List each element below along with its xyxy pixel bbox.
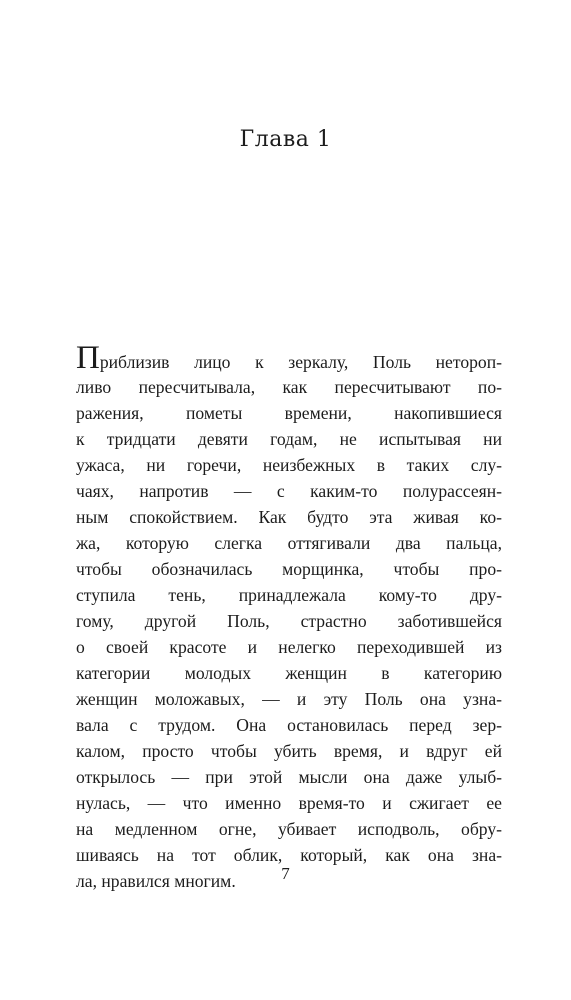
- drop-cap: П: [76, 340, 100, 376]
- text-line: гому, другой Поль, страстно заботившейся: [76, 611, 502, 631]
- text-line: ным спокойствием. Как будто эта живая ко-: [76, 507, 502, 527]
- text-line: ла, нравился многим.: [76, 871, 236, 891]
- text-line: ужаса, ни горечи, неизбежных в таких слу-: [76, 455, 502, 475]
- text-line: о своей красоте и нелегко переходившей из: [76, 637, 502, 657]
- text-line: ступила тень, принадлежала кому-то дру-: [76, 585, 502, 605]
- text-line: [76, 340, 502, 376]
- text-line: ражения, пометы времени, накопившиеся: [76, 403, 502, 423]
- text-line-content: риблизив лицо к зеркалу, Поль нетороп-: [99, 352, 502, 372]
- text-line: категории молодых женщин в категорию: [76, 663, 502, 683]
- text-line: нулась, — что именно время-то и сжигает ее: [76, 793, 502, 813]
- text-line: женщин моложавых, — и эту Поль она узна-: [76, 689, 502, 709]
- text-line: вала с трудом. Она остановилась перед зер-: [76, 715, 502, 735]
- text-line: открылось — при этой мысли она даже улыб-: [76, 767, 502, 787]
- text-line: чтобы обозначилась морщинка, чтобы про-: [76, 559, 502, 579]
- text-line: ливо пересчитывала, как пересчитывают по-: [76, 377, 502, 397]
- text-line: на медленном огне, убивает исподволь, обру-: [76, 819, 502, 839]
- text-line: шиваясь на тот облик, который, как она зна-: [76, 845, 502, 865]
- text-line: жа, которую слегка оттягивали два пальца,: [76, 533, 502, 553]
- page-number: 7: [281, 864, 290, 883]
- text-line: чаях, напротив — с каким-то полурассеян-: [76, 481, 502, 501]
- text-line: к тридцати девяти годам, не испытывая ни: [76, 429, 502, 449]
- text-line: калом, просто чтобы убить время, и вдруг ей: [76, 741, 502, 761]
- body-paragraph: [76, 340, 502, 894]
- chapter-title: Глава 1: [239, 127, 332, 152]
